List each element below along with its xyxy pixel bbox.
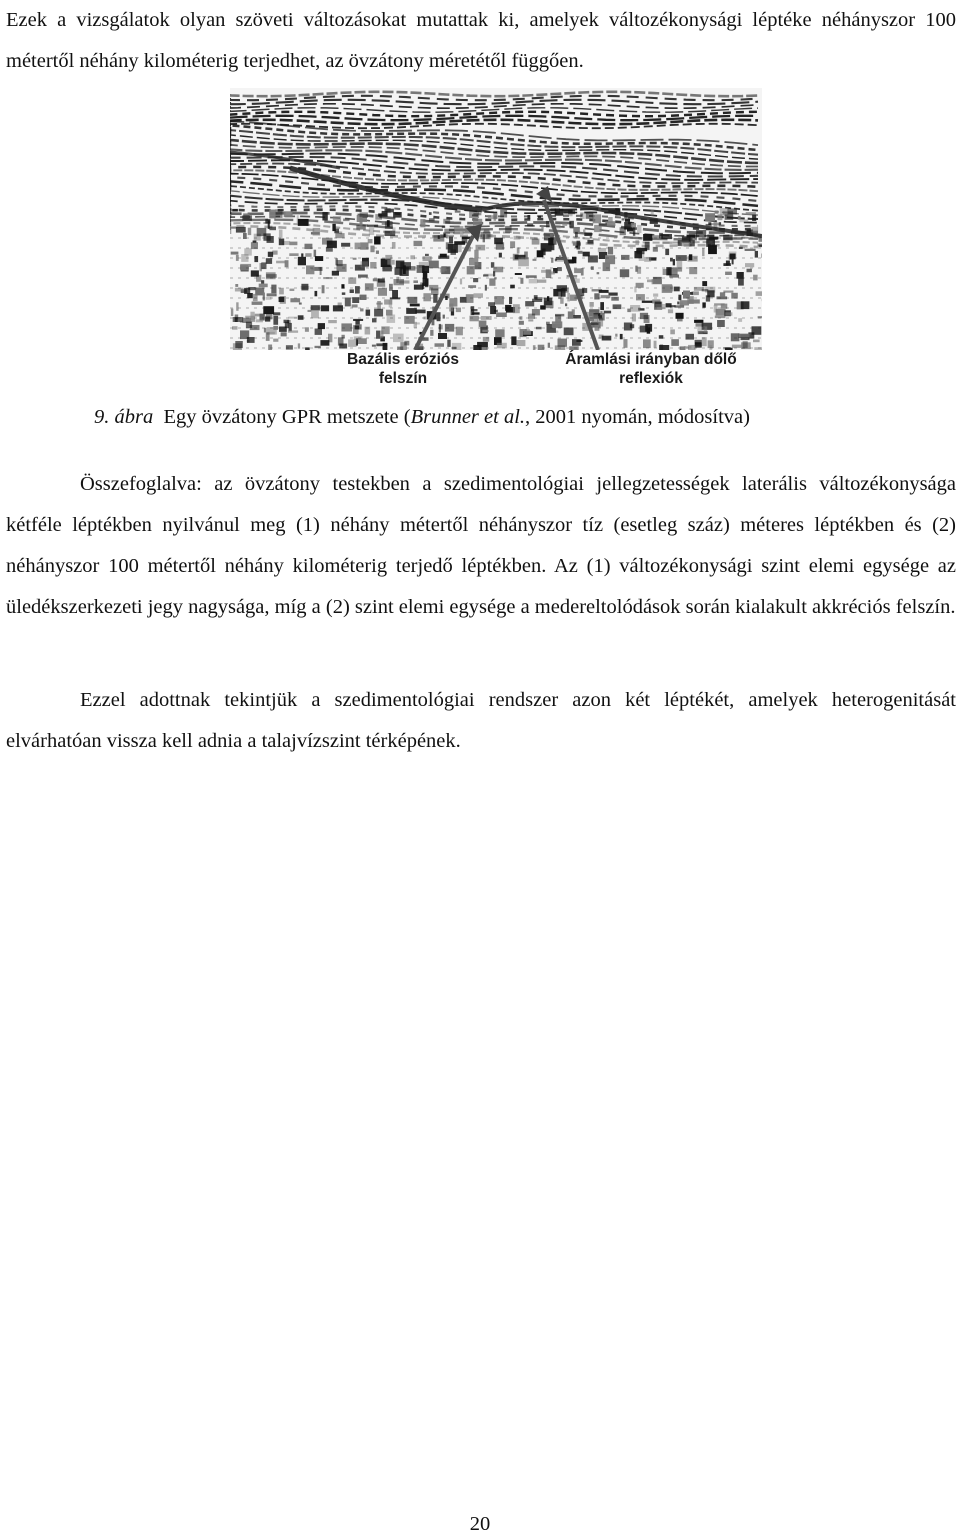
figure-label-basal-erosion-line2: felszín (378, 370, 428, 387)
page-number: 20 (469, 1513, 491, 1535)
figure-label-basal-erosion (318, 350, 488, 388)
figure-caption-rest: , 2001 nyomán, módosítva) (525, 406, 750, 428)
summary-paragraph: Összefoglalva: az övzátony testekben a szedimentológiai jellegzetességek laterális változékonysága kétféle léptékben nyilvánul meg (1) néhány métertől néhányszor tíz (esetleg száz) méteres léptékben és (2) néhányszor 100 métertől néhány kilométerig terjedő léptékben. Az (1) változékonysági szint elemi egysége az üledékszerkezeti jegy nagysága, míg a (2) szint elemi egysége a medereltolódások során kialakult akkréciós felszín. (6, 473, 956, 618)
figure-label-downstream-reflections-line2: reflexiók (619, 370, 683, 387)
figure-label-basal-erosion-line1: Bazális eróziós (347, 351, 459, 368)
figure-caption-author: Brunner et al. (410, 406, 526, 428)
conclusion-paragraph: Ezzel adottnak tekintjük a szedimentológiai rendszer azon két léptékét, amelyek heterogenitását elvárhatóan vissza kell adnia a talajvízszint térképének. (6, 689, 956, 752)
figure-caption-title: Egy övzátony GPR metszete ( (163, 406, 411, 428)
intro-paragraph: Ezek a vizsgálatok olyan szöveti változásokat mutattak ki, amelyek változékonysági léptéke néhányszor 100 métertől néhány kilométerig terjedhet, az övzátony méretétől függően. (6, 9, 956, 72)
figure-label-downstream-reflections (536, 350, 766, 388)
figure-caption-number: 9. ábra (94, 406, 154, 428)
figure-caption (94, 402, 750, 432)
gpr-radargram-image (230, 88, 762, 350)
figure-label-downstream-reflections-line1: Áramlási irányban dőlő (565, 351, 737, 368)
gpr-section-figure (230, 88, 762, 350)
